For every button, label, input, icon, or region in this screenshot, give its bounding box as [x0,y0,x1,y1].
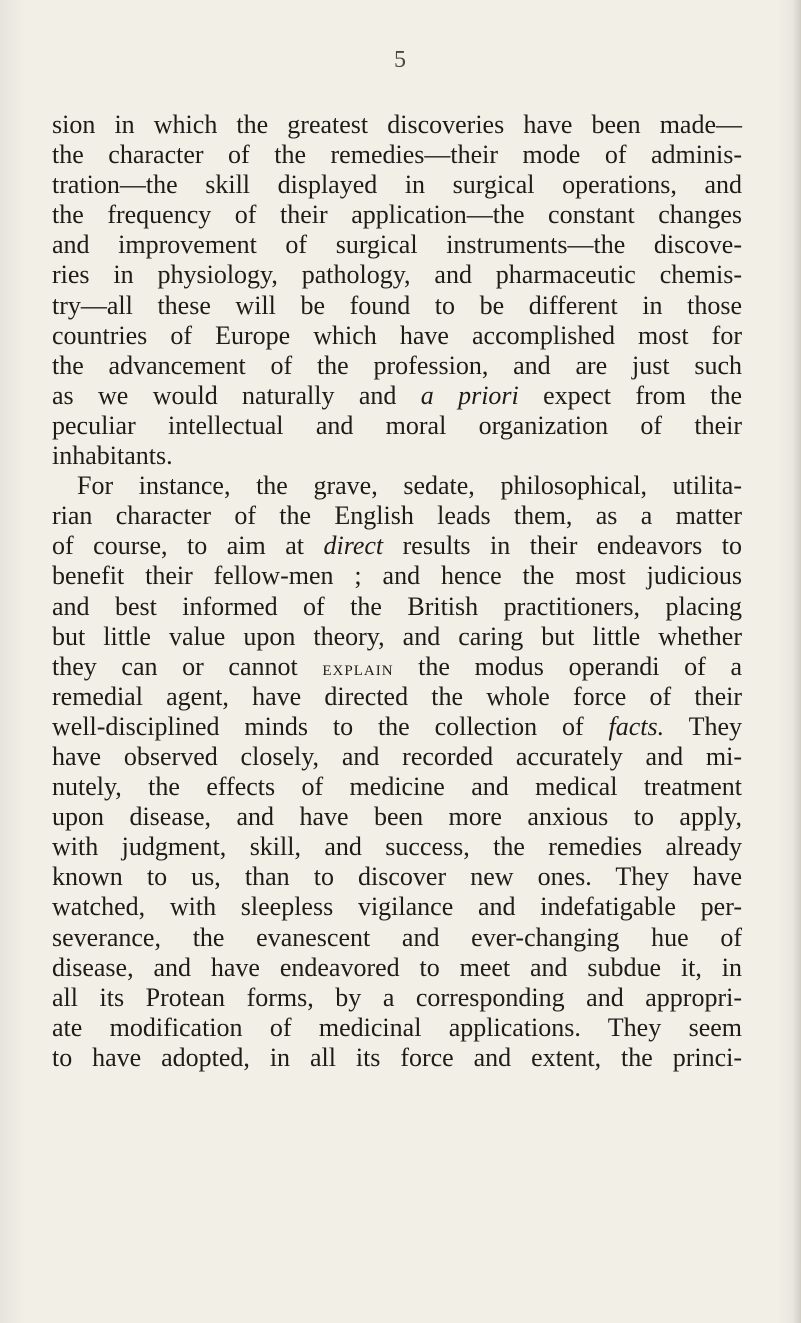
text-line [52,892,742,922]
text-line [52,923,742,953]
text-run: ate modification of medicinal applications. They seem [52,1012,742,1042]
text-line [52,592,742,622]
text-run: For instance, the grave, sedate, philosophical, utilita- [77,471,742,501]
body-text [52,110,742,1073]
text-run: the frequency of their application—the constant changes [52,200,742,230]
text-line [52,622,742,652]
text-run: the character of the remedies—their mode of adminis- [52,140,742,170]
text-run: severance, the evanescent and ever-changing hue of [52,922,742,952]
page-edge-shadow [793,0,801,1323]
text-line [52,441,742,471]
text-line [52,772,742,802]
text-line [52,140,742,170]
italic-text: a priori [420,380,519,410]
text-line [52,1043,742,1073]
text-run: they can or cannot [52,651,323,681]
text-run: nutely, the effects of medicine and medical treatment [52,772,742,802]
text-line [52,351,742,381]
text-run: of course, to aim at [52,531,324,561]
text-line [52,682,742,712]
text-run: peculiar intellectual and moral organization of their [52,410,742,440]
text-run: but little value upon theory, and caring but little whether [52,621,742,651]
text-line [52,862,742,892]
text-line [52,230,742,260]
paragraph [52,110,742,471]
text-line [52,471,742,501]
text-line [52,531,742,561]
text-line [52,561,742,591]
text-run: benefit their fellow-men ; and hence the most judicious [52,561,742,591]
text-line [52,983,742,1013]
text-run: remedial agent, have directed the whole force of their [52,681,742,711]
text-run: sion in which the greatest discoveries have been made— [52,110,742,139]
small-caps-text: explain [322,654,394,680]
text-run: ries in physiology, pathology, and pharmaceutic chemis- [52,260,742,290]
text-run: tration—the skill displayed in surgical operations, and [52,170,742,200]
text-line [52,291,742,321]
text-run: the modus operandi of a [393,651,743,681]
text-line [52,652,742,682]
text-run: They [664,711,742,741]
text-line [52,712,742,742]
text-line [52,260,742,290]
italic-text: facts. [608,711,665,741]
text-run: watched, with sleepless vigilance and indefatigable per- [52,892,742,922]
text-run: with judgment, skill, and success, the remedies already [52,832,742,862]
text-line [52,200,742,230]
italic-text: direct [323,531,384,561]
text-line [52,802,742,832]
text-line [52,110,742,140]
text-run: upon disease, and have been more anxious to apply, [52,802,742,832]
text-line [52,170,742,200]
text-run: and improvement of surgical instruments—the discove- [52,230,742,260]
text-run: expect from the [518,380,742,410]
text-line [52,321,742,351]
text-run: as we would naturally and [52,380,421,410]
text-line [52,742,742,772]
text-line [52,501,742,531]
text-run: countries of Europe which have accomplished most for [52,320,742,350]
text-run: try—all these will be found to be different in those [52,290,742,320]
paragraph [52,471,742,1073]
text-run: disease, and have endeavored to meet and subdue it, in [52,952,742,982]
text-run: the advancement of the profession, and are just such [52,350,742,380]
text-line [52,411,742,441]
text-run: inhabitants. [52,441,173,471]
text-run: results in their endeavors to [383,531,742,561]
text-run: and best informed of the British practitioners, placing [52,591,742,621]
text-run: rian character of the English leads them, as a matter [52,501,742,531]
text-run: to have adopted, in all its force and extent, the princi- [52,1042,742,1072]
text-line [52,381,742,411]
text-run: known to us, than to discover new ones. They have [52,862,742,892]
text-line [52,832,742,862]
text-run: all its Protean forms, by a corresponding and appropri- [52,982,742,1012]
text-line [52,1013,742,1043]
text-run: have observed closely, and recorded accurately and mi- [52,741,742,771]
text-line [52,953,742,983]
text-run: well-disciplined minds to the collection of [52,711,609,741]
page-number: 5 [394,47,406,73]
